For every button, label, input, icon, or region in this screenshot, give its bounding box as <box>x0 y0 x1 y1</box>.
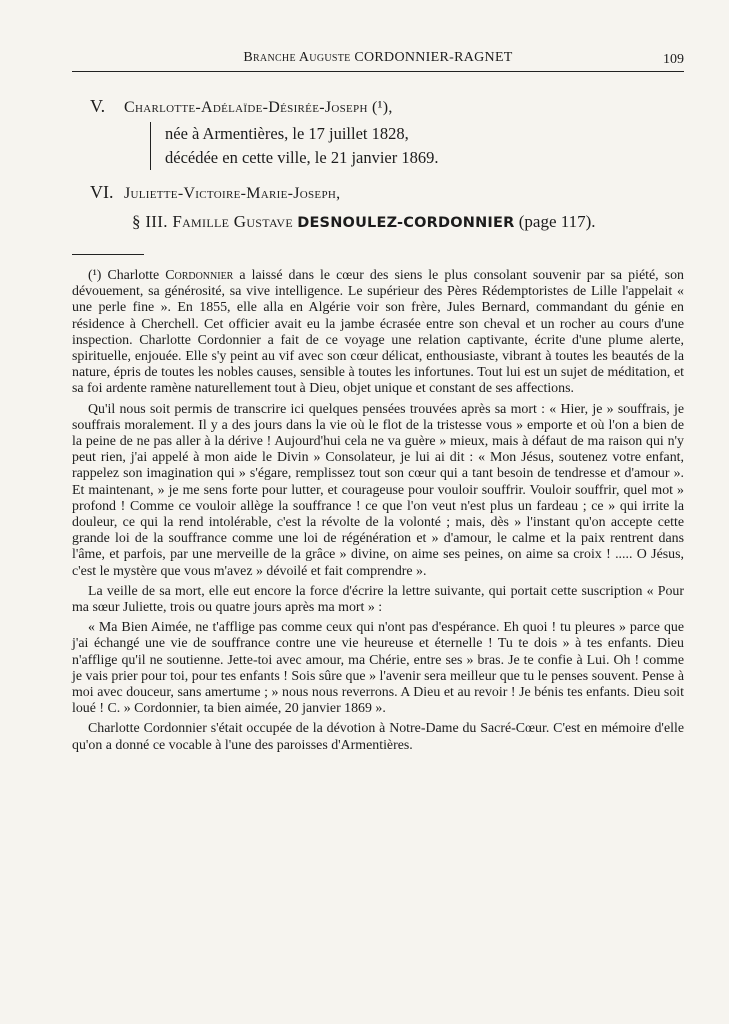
footnote-rule <box>72 254 144 255</box>
entry-vi-numeral: VI. <box>90 182 114 202</box>
running-title: Branche Auguste CORDONNIER-RAGNET <box>243 50 513 65</box>
section-reference <box>132 212 684 232</box>
entry-v-birth: née à Armentières, le 17 juillet 1828, <box>165 124 409 143</box>
entry-v-details <box>150 122 439 170</box>
footnote-paragraph-4: « Ma Bien Aimée, ne t'afflige pas comme ceux qui n'ont pas d'espérance. Eh quoi ! tu pleures » parce que j'ai échangé une vie de souffrance contre une vie heureuse et éternelle ! Tu te dois » à tes enfants. Dieu n'afflige qu'il ne soutienne. Jette-toi avec amour, ma Chérie, entre ses » bras. Je te confie à Lui. Oh ! comme je vais prier pour toi, pour tes enfants ! Sois sûre que » l'avenir sera meilleur que tu le penses souvent. Pense à moi avec douceur, sans amertume ; » nous nous reverrons. A Dieu et au revoir ! Je bénis tes enfants. Dieu soit loué ! C. » Cordonnier, ta bien aimée, 20 janvier 1869 ». <box>72 620 684 717</box>
section-page-ref: (page 117). <box>518 212 596 231</box>
section-label: § III. Famille Gustave <box>132 212 293 231</box>
page-number: 109 <box>663 52 684 67</box>
footnote-paragraph-1 <box>72 268 684 398</box>
entry-v-name: Charlotte-Adélaïde-Désirée-Joseph (¹), <box>124 99 393 116</box>
entry-v-numeral: V. <box>90 96 106 116</box>
running-header <box>72 46 684 72</box>
entry-v <box>90 96 680 117</box>
footnote-paragraph-3: La veille de sa mort, elle eut encore la force d'écrire la lettre suivante, qui portait cette suscription « Pour ma sœur Juliette, trois ou quatre jours après ma mort » : <box>72 583 684 616</box>
entry-vi-name: Juliette-Victoire-Marie-Joseph, <box>124 185 341 202</box>
entry-v-death: décédée en cette ville, le 21 janvier 1869. <box>165 148 439 167</box>
footnote-surname: Cordonnier <box>165 268 234 283</box>
header-rule <box>72 71 684 72</box>
entry-vi <box>90 182 680 203</box>
section-family-name: DESNOULEZ-CORDONNIER <box>297 215 515 231</box>
footnote-paragraph-2: Qu'il nous soit permis de transcrire ici quelques pensées trouvées après sa mort : « Hier, je » souffrais, je souffrais moralement. Il y a des jours dans la vie où le flot de la tristesse vous » emporte et où l'on a bien de la peine de ne pas aller à la dérive ! Aujourd'hui cela ne va guère » mieux, mais à défaut de ma raison qui n'y peut rien, j'ai appelé à mon aide le Divin » Consolateur, je lui ai dit : « Mon Jésus, soutenez votre enfant, rappelez son imagination qui » s'égare, remplissez tout son cœur qui a tant besoin de tendresse et d'amour ». Et maintenant, » je me sens forte pour lutter, et courageuse pour vouloir souffrir. Vouloir souffrir, quel mot » profond ! Comme ce vouloir allège la souffrance ! ce que l'on veut n'est plus un fardeau ; ce » qui irrite la douleur, ce qui la rend intolérable, c'est la révolte de la volonté ; mais, dès » l'instant qu'on accepte cette grande loi de la souffrance comme une loi de régénération et » d'amour, le calme et la paix rentrent dans l'âme, et parfois, par une merveille de la grâce » divine, on aime ses peines, on aime sa croix ! ..... O Jésus, c'est le mystère que vous m'avez » dévoilé et fait comprendre ». <box>72 401 684 579</box>
footnote-paragraph-5: Charlotte Cordonnier s'était occupée de la dévotion à Notre-Dame du Sacré-Cœur. C'est en mémoire d'elle qu'on a donné ce vocable à l'une des paroisses d'Armentières. <box>72 721 684 753</box>
footnote-paragraph-1-text: a laissé dans le cœur des siens le plus consolant souvenir par sa piété, son dévouement, sa générosité, sa vive intelligence. Le supérieur des Pères Rédemptoristes de Lille l'appelait « une perle fine ». En 1855, elle alla en Algérie voir son frère, Jules Bernard, commandant du génie en résidence à Cherchell. Cet officier avait eu la jambe écrasée entre son cheval et un rocher au cours d'une inspection. Charlotte Cordonnier a fait de ce voyage une relation captivante, écrite d'une plume alerte, spirituelle, enjouée. Elle s'y peint au vif avec son cœur délicat, enthousiaste, vibrant à toutes les beautés de la nature, épris de toutes les nobles causes, sensible à toutes les infortunes. Tout lui est un sujet de méditation, et sa foi ardente ramène naturellement tout à Dieu, objet unique et constant de ses affections. <box>72 268 684 397</box>
footnote <box>72 268 684 758</box>
footnote-marker: (¹) Charlotte <box>88 268 160 283</box>
